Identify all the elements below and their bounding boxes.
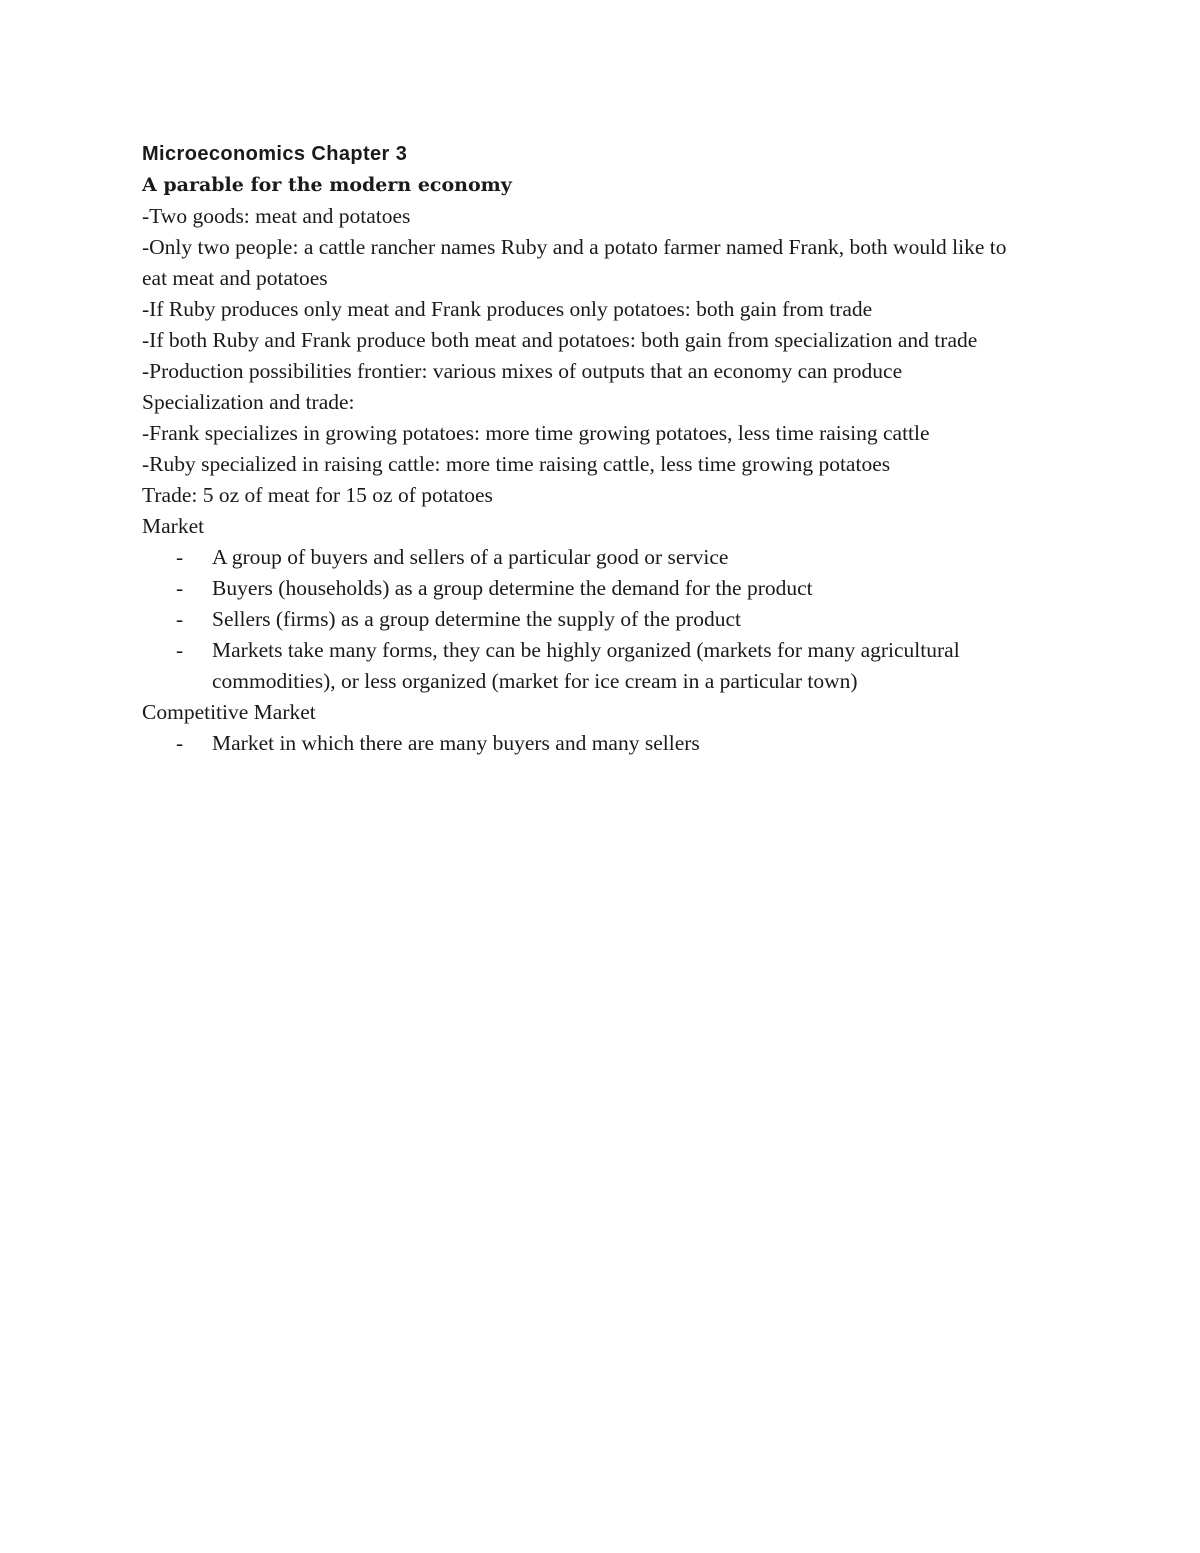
section-heading: A parable for the modern economy (142, 174, 512, 196)
page-title: Microeconomics Chapter 3 (142, 143, 408, 165)
text-line: -Production possibilities frontier: various mixes of outputs that an economy can produce (142, 359, 903, 383)
dash-bullet: - (176, 638, 184, 662)
text-line: Trade: 5 oz of meat for 15 oz of potatoes (142, 483, 493, 507)
list-item (142, 573, 1082, 604)
dash-bullet: - (176, 607, 184, 631)
text-line: -Ruby specialized in raising cattle: more time raising cattle, less time growing potatoes (142, 452, 891, 476)
text-line: -Two goods: meat and potatoes (142, 204, 411, 228)
market-list (142, 542, 1082, 697)
list-item-text: A group of buyers and sellers of a particular good or service (212, 545, 729, 569)
competitive-market-heading: Competitive Market (142, 700, 316, 724)
market-heading: Market (142, 514, 205, 538)
text-line: -If Ruby produces only meat and Frank produces only potatoes: both gain from trade (142, 297, 873, 321)
list-item (142, 542, 1082, 573)
text-line: -Frank specializes in growing potatoes: more time growing potatoes, less time raising cattle (142, 421, 930, 445)
dash-bullet: - (176, 545, 184, 569)
text-line: -Only two people: a cattle rancher names Ruby and a potato farmer named Frank, both would like to eat meat and potatoes (142, 235, 1007, 290)
dash-bullet: - (176, 576, 184, 600)
list-item-text: Sellers (firms) as a group determine the supply of the product (212, 607, 741, 631)
list-item-text: Market in which there are many buyers and many sellers (212, 731, 700, 755)
competitive-market-list (142, 728, 1082, 759)
dash-bullet: - (176, 731, 184, 755)
list-item (142, 604, 1082, 635)
text-line: -If both Ruby and Frank produce both meat and potatoes: both gain from specialization and trade (142, 328, 978, 352)
list-item-text: Markets take many forms, they can be highly organized (markets for many agricultural commodities), or less organized (market for ice cream in a particular town) (212, 638, 960, 693)
list-item-text: Buyers (households) as a group determine the demand for the product (212, 576, 813, 600)
document-body (142, 139, 1082, 759)
list-item (142, 728, 1082, 759)
text-line: Specialization and trade: (142, 390, 355, 414)
list-item (142, 635, 1042, 697)
